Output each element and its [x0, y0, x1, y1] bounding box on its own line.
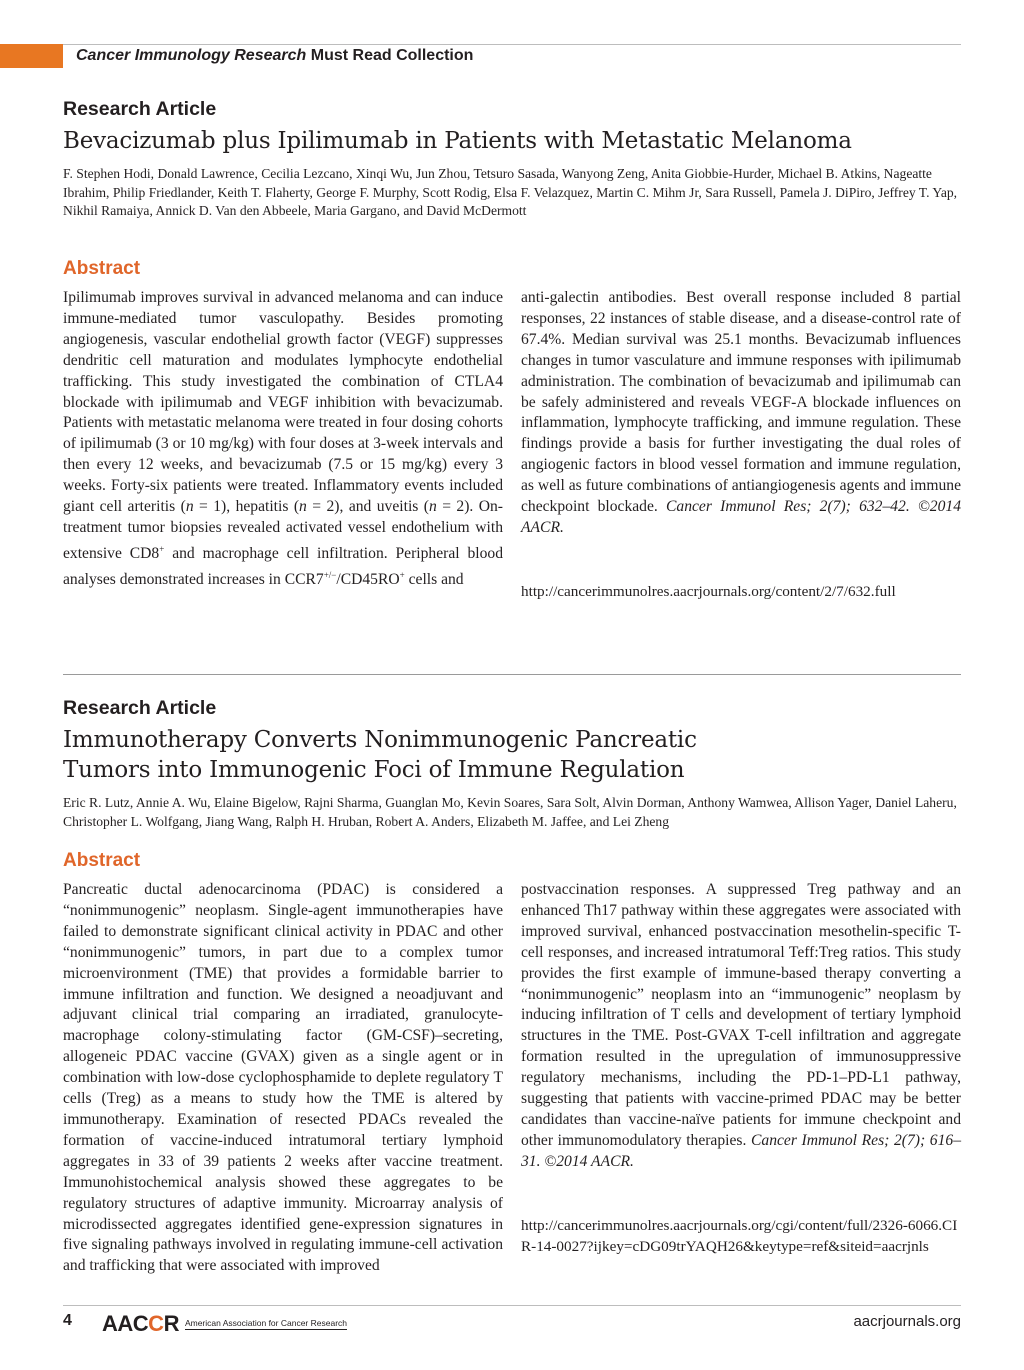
article-2-abstract-heading: Abstract [63, 850, 141, 871]
abstract-text: = 2), and uveitis ( [306, 498, 429, 516]
journal-site-link[interactable]: aacrjournals.org [853, 1313, 961, 1330]
abstract-text: cells and [404, 571, 464, 589]
article-1 [63, 98, 961, 221]
page-number: 4 [63, 1312, 72, 1329]
collection-name: Must Read Collection [306, 47, 474, 64]
header-accent-bar [0, 44, 63, 68]
article-2 [63, 697, 961, 831]
article-1-citation: Cancer Immunol Res; 2(7); 632–42. ©2014 AACR. [521, 498, 961, 536]
article-2-abstract-right [521, 880, 961, 1173]
abstract-text: postvaccination responses. A suppressed Treg pathway and an enhanced Th17 pathway within these aggregates were associated with improved survival, enhanced postvaccination mesothelin-specific T-cell responses, and increased intratumoral Teff:Treg ratios. This study provides the first example of immune-based therapy converting a “nonimmunogenic” neoplasm into an “immunogenic” neoplasm by inducing infiltration of T cells and development of tertiary lymphoid structures in the TME. Post-GVAX T-cell infiltration and aggregate formation resulted in the upregulation of immunosuppressive regulatory mechanisms, including the PD-1–PD-L1 pathway, suggesting that patients with vaccine-primed PDAC may be better candidates than vaccine-naïve patients for immune checkpoint and other immunomodulatory therapies. [521, 881, 961, 1149]
article-1-authors: F. Stephen Hodi, Donald Lawrence, Cecilia Lezcano, Xinqi Wu, Jun Zhou, Tetsuro Sasada, Wanyong Zeng, Anita Giobbie-Hurder, Michael B. Atkins, Nageatte Ibrahim, Philip Friedlander, Keith T. Flaherty, George F. Murphy, Scott Rodig, Elsa F. Velazquez, Martin C. Mihm Jr, Sara Russell, Pamela J. DiPiro, Jeffrey T. Yap, Nikhil Ramaiya, Annick D. Van den Abbeele, Maria Gargano, and David McDermott [63, 166, 958, 219]
abstract-text: anti-galectin antibodies. Best overall response included 8 partial responses, 22 instances of stable disease, and a disease-control rate of 67.4%. Median survival was 25.1 months. Bevacizumab influences changes in tumor vasculature and immune responses with ipilimumab administration. The combination of bevacizumab and ipilimumab can be safely administered and reveals VEGF-A blockade influences on inflammation, lymphocyte trafficking, and immune regulation. These findings provide a basis for further investigating the dual roles of angiogenic factors in blood vessel formation and immune regulation, as well as future combinations of antiangiogenesis agents and immune checkpoint blockade. [521, 289, 961, 516]
article-2-label: Research Article [63, 697, 217, 719]
superscript: +/− [323, 569, 337, 580]
abstract-text: n [428, 498, 437, 516]
superscript: + [399, 569, 405, 580]
article-2-title-line2: Tumors into Immunogenic Foci of Immune Regulation [63, 757, 685, 783]
article-2-abstract [63, 850, 961, 1290]
abstract-text: /CD45RO [336, 571, 400, 589]
article-2-url-link[interactable]: http://cancerimmunolres.aacrjournals.org/cgi/content/full/2326-6066.CIR-14-0027?ijkey=cDG09trYAQH26&keytype=ref&siteid=aacrjnls [521, 1217, 958, 1255]
abstract-text: Pancreatic ductal adenocarcinoma (PDAC) is considered a “nonimmunogenic” neoplasm. Single-agent immunotherapies have failed to demonstrate significant clinical activity in PDAC and other “nonimmunogenic” tumors, in part due to a complex tumor microenvironment (TME) that provides a formidable barrier to immune infiltration and function. We designed a neoadjuvant and adjuvant clinical trial comparing an irradiated, granulocyte-macrophage colony-stimulating factor (GM-CSF)–secreting, allogeneic PDAC vaccine (GVAX) given as a single agent or in combination with low-dose cyclophosphamide to deplete regulatory T cells (Treg) as a means to study how the TME is altered by immunotherapy. Examination of resected PDACs revealed the formation of vaccine-induced intratumoral tertiary lymphoid aggregates in 33 of 39 patients 2 weeks after vaccine treatment. Immunohistochemical analysis showed these aggregates to be regulatory structures of adaptive immunity. Microarray analysis of microdissected aggregates identified gene-expression signatures in five signaling pathways involved in regulating immune-cell activation and trafficking that were associated with improved [63, 881, 503, 1275]
logo-letters: R [163, 1311, 179, 1336]
abstract-text: = 2). On-treatment tumor biopsies revealed activated vessel endothelium with extensive CD8 [63, 498, 503, 563]
superscript: + [159, 543, 165, 554]
article-1-abstract [63, 258, 961, 618]
logo-accent-letter: C [148, 1311, 164, 1336]
abstract-text: Ipilimumab improves survival in advanced melanoma and can induce immune-mediated tumor vasculopathy. Besides promoting angiogenesis, vascular endothelial growth factor (VEGF) suppresses dendritic cell maturation and modulates lymphocyte endothelial trafficking. This study investigated the combination of CTLA4 blockade with ipilimumab and VEGF inhibition with bevacizumab. Patients with metastatic melanoma were treated in four dosing cohorts of ipilimumab (3 or 10 mg/kg) with four doses at 3-week intervals and then every 12 weeks, and bevacizumab (7.5 or 15 mg/kg) every 3 weeks. Forty-six patients were treated. Inflammatory events included giant cell arteritis ( [63, 289, 503, 516]
abstract-text: and macrophage cell infiltration. Peripheral blood analyses demonstrated increases in CCR7 [63, 545, 503, 589]
aacr-logo-mark [102, 1313, 179, 1335]
article-divider [63, 674, 961, 675]
article-1-abstract-right [521, 288, 961, 539]
abstract-text: n [299, 498, 307, 516]
article-2-citation: Cancer Immunol Res; 2(7); 616–31. ©2014 AACR. [521, 1131, 961, 1170]
journal-name: Cancer Immunology Research [76, 47, 307, 64]
article-1-label: Research Article [63, 98, 217, 120]
abstract-text: = 1), hepatitis ( [193, 498, 300, 516]
logo-letters: AAC [102, 1311, 149, 1336]
footer-rule [63, 1305, 961, 1306]
article-1-abstract-heading: Abstract [63, 258, 141, 279]
article-2-abstract-left [63, 880, 503, 1277]
article-1-title: Bevacizumab plus Ipilimumab in Patients with Metastatic Melanoma [63, 128, 852, 154]
collection-title [76, 47, 473, 65]
article-1-abstract-left [63, 288, 503, 591]
article-1-url-link[interactable]: http://cancerimmunolres.aacrjournals.org/content/2/7/632.full [521, 583, 896, 600]
header-rule [63, 44, 961, 45]
abstract-text: n [185, 498, 194, 516]
aacr-logo [102, 1313, 347, 1335]
article-2-authors: Eric R. Lutz, Annie A. Wu, Elaine Bigelow, Rajni Sharma, Guanglan Mo, Kevin Soares, Sara Solt, Alvin Dorman, Anthony Wamwea, Allison Yager, Daniel Laheru, Christopher L. Wolfgang, Jiang Wang, Ralph H. Hruban, Robert A. Anders, Elizabeth M. Jaffee, and Lei Zheng [63, 795, 957, 829]
article-2-title [63, 725, 961, 785]
article-2-title-line1: Immunotherapy Converts Nonimmunogenic Pancreatic [63, 727, 697, 753]
aacr-logo-caption: American Association for Cancer Research [184, 1318, 347, 1328]
